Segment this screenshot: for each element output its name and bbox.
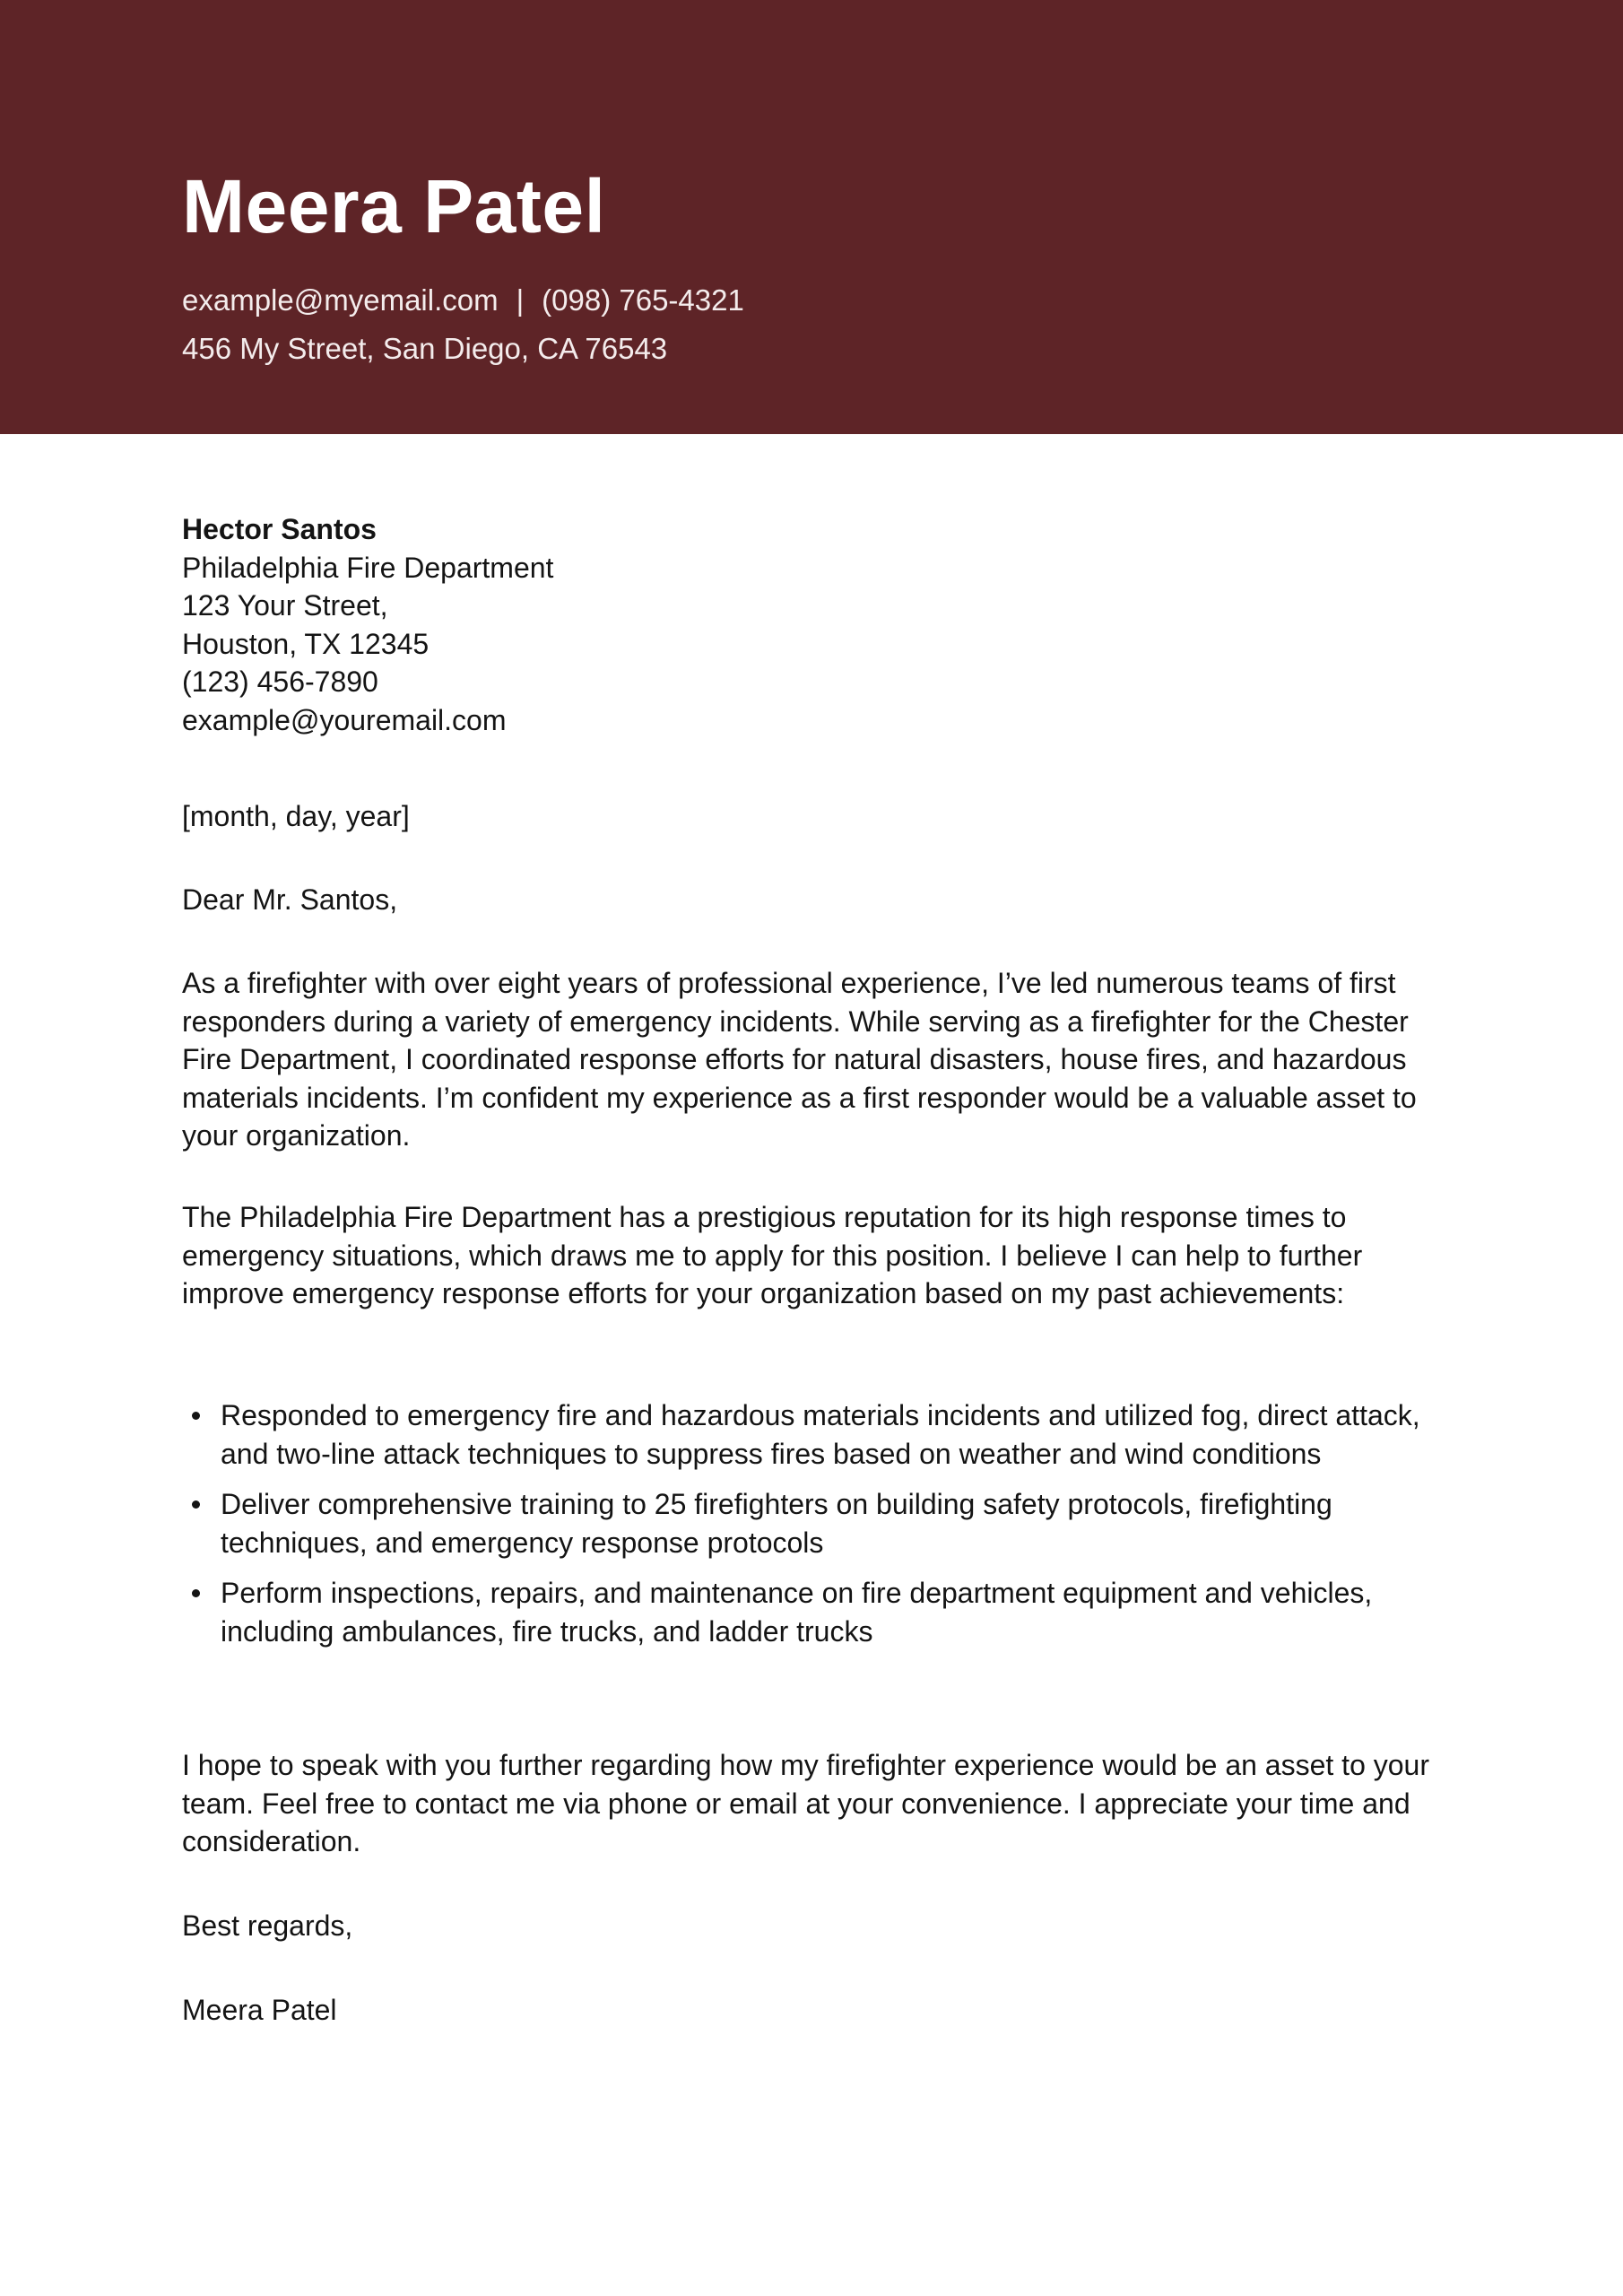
- achievements-list: [182, 1396, 1473, 1663]
- closing-line: Best regards,: [182, 1909, 353, 1942]
- list-item-text: Responded to emergency fire and hazardous materials incidents and utilized fog, direct attack, and two-line attack techniques to suppress fires based on weather and wind conditions: [221, 1399, 1420, 1470]
- sender-email: example@myemail.com: [182, 283, 499, 317]
- recipient-street: 123 Your Street,: [182, 589, 388, 622]
- recipient-organization: Philadelphia Fire Department: [182, 551, 554, 584]
- bullet-icon: [192, 1500, 200, 1509]
- list-item-text: Deliver comprehensive training to 25 firefighters on building safety protocols, firefighting techniques, and emergency response protocols: [221, 1488, 1332, 1559]
- list-item: [182, 1396, 1473, 1473]
- header-banner: [0, 0, 1623, 434]
- signature-name: Meera Patel: [182, 1994, 337, 2026]
- salutation: Dear Mr. Santos,: [182, 883, 398, 916]
- list-item: [182, 1574, 1473, 1650]
- sender-address: 456 My Street, San Diego, CA 76543: [182, 332, 668, 365]
- paragraph-closing: I hope to speak with you further regarding how my firefighter experience would be an asset to your team. Feel free to contact me via phone or email at your convenience. I appreciate your time and consideration.: [182, 1749, 1429, 1857]
- contact-separator: |: [516, 283, 525, 317]
- bullet-icon: [192, 1589, 200, 1597]
- list-item: [182, 1485, 1473, 1561]
- recipient-phone: (123) 456-7890: [182, 665, 378, 698]
- paragraph-intro: As a firefighter with over eight years of professional experience, I’ve led numerous teams of first responders during a variety of emergency incidents. While serving as a firefighter for the Chester Fire Department, I coordinated response efforts for natural disasters, house fires, and hazardous materials incidents. I’m confident my experience as a first responder would be a valuable asset to your organization.: [182, 967, 1417, 1152]
- sender-name: Meera Patel: [182, 164, 606, 248]
- sender-contact-line: [182, 282, 744, 319]
- list-item-text: Perform inspections, repairs, and maintenance on fire department equipment and vehicles, including ambulances, fire trucks, and ladder trucks: [221, 1577, 1373, 1648]
- sender-phone: (098) 765-4321: [542, 283, 744, 317]
- recipient-name: Hector Santos: [182, 513, 377, 545]
- recipient-city: Houston, TX 12345: [182, 627, 430, 660]
- letter-date: [month, day, year]: [182, 800, 410, 832]
- recipient-block: [182, 510, 1455, 739]
- bullet-icon: [192, 1412, 200, 1420]
- paragraph-motivation: The Philadelphia Fire Department has a prestigious reputation for its high response times to emergency situations, which draws me to apply for this position. I believe I can help to further improve emergency response efforts for your organization based on my past achievements:: [182, 1201, 1363, 1309]
- recipient-email: example@youremail.com: [182, 703, 507, 736]
